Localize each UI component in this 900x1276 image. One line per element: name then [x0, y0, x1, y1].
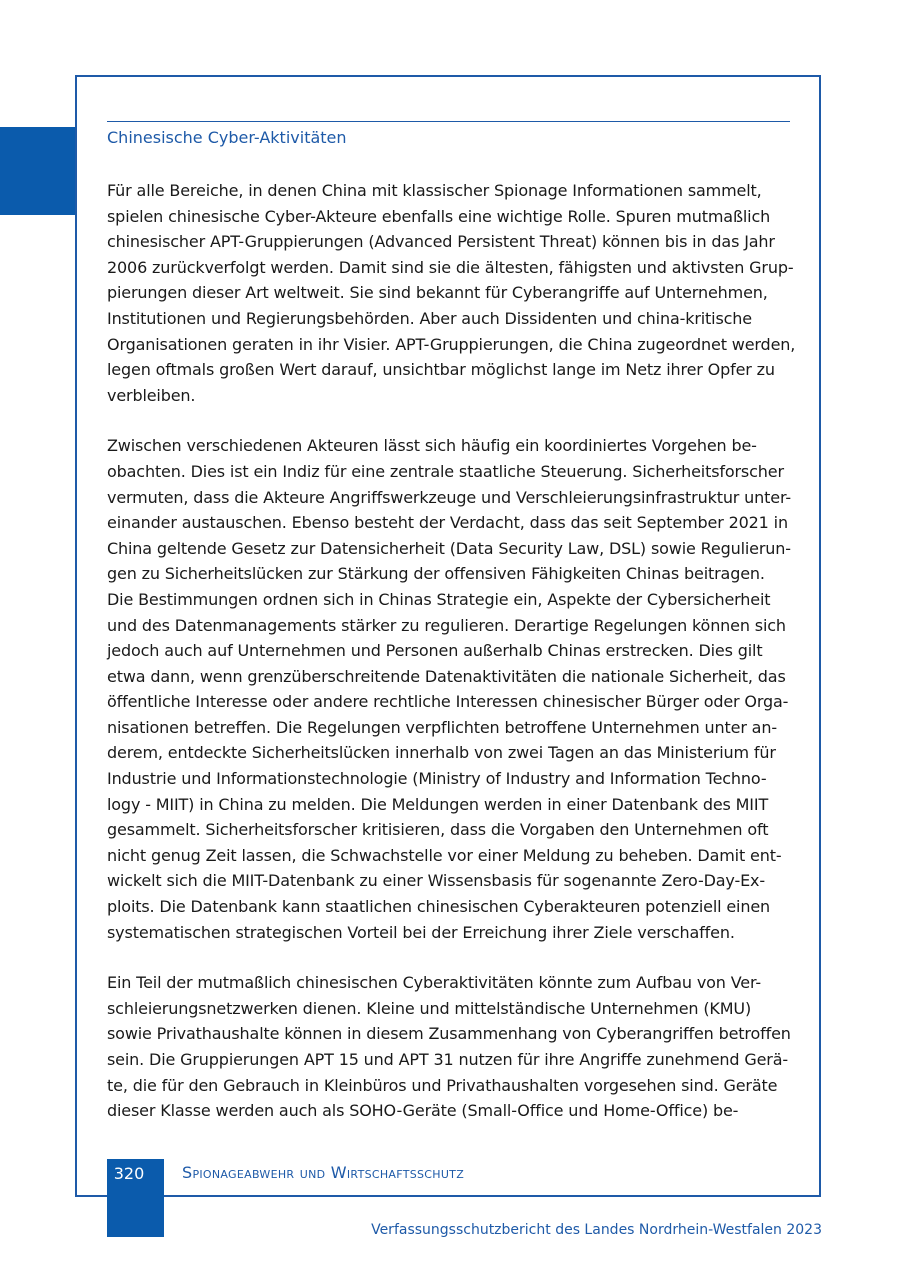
body-text — [107, 178, 797, 1149]
section-divider — [107, 121, 790, 122]
page-number: 320 — [113, 1164, 145, 1183]
paragraph: Zwischen verschiedenen Akteuren lässt sich häufig ein koordiniertes Vorgehen be- obachten. Dies ist ein Indiz für eine zentrale staatliche Steuerung. Sicherheitsforscher vermuten, dass die Akteure Angriffswerkzeuge und Verschleierungsinfrastruktur unter- einander austauschen. Ebenso besteht der Verdacht, dass das seit September 2021 in China geltende Gesetz zur Datensicherheit (Data Security Law, DSL) sowie Regulierun- gen zu Sicherheitslücken zur Stärkung der offensiven Fähigkeiten Chinas beitragen. Die Bestimmungen ordnen sich in Chinas Strategie ein, Aspekte der Cybersicherheit und des Datenmanagements stärker zu regulieren. Derartige Regelungen können sich jedoch auch auf Unternehmen und Personen außerhalb Chinas erstrecken. Dies gilt etwa dann, wenn grenzüberschreitende Datenaktivitäten die nationale Sicherheit, das öffentliche Interesse oder andere rechtliche Interessen chinesischer Bürger oder Orga- nisationen betreffen. Die Regelungen verpflichten betroffene Unternehmen unter an- derem, entdeckte Sicherheitslücken innerhalb von zwei Tagen an das Ministerium für Industrie und Informationstechnologie (Ministry of Industry and Information Techno- logy - MIIT) in China zu melden. Die Meldungen werden in einer Datenbank des MIIT gesammelt. Sicherheitsforscher kritisieren, dass die Vorgaben den Unternehmen oft nicht genug Zeit lassen, die Schwachstelle vor einer Meldung zu beheben. Damit ent- wickelt sich die MIIT-Datenbank zu einer Wissensbasis für sogenannte Zero-Day-Ex- ploits. Die Datenbank kann staatlichen chinesischen Cyberakteuren potenziell einen systematischen strategischen Vorteil bei der Erreichung ihrer Ziele verschaffen. — [107, 436, 792, 942]
chapter-side-tab — [0, 127, 76, 215]
paragraph: Ein Teil der mutmaßlich chinesischen Cyberaktivitäten könnte zum Aufbau von Ver- schleierungsnetzwerken dienen. Kleine und mittelständische Unternehmen (KMU) sowie Privathaushalte können in diesem Zusammenhang von Cyberangriffen betroffen sein. Die Gruppierungen APT 15 und APT 31 nutzen für ihre Angriffe zunehmend Gerä- te, die für den Gebrauch in Kleinbüros und Privathaushalten vorgesehen sind. Geräte dieser Klasse werden auch als SOHO-Geräte (Small-Office und Home-Office) be- — [107, 973, 791, 1121]
chapter-title: Spionageabwehr und Wirtschaftsschutz — [182, 1163, 465, 1182]
section-title: Chinesische Cyber-Aktivitäten — [107, 128, 347, 147]
paragraph: Für alle Bereiche, in denen China mit klassischer Spionage Informationen sammelt, spielen chinesische Cyber-Akteure ebenfalls eine wichtige Rolle. Spuren mutmaßlich chinesischer APT-Gruppierungen (Advanced Persistent Threat) können bis in das Jahr 2006 zurückverfolgt werden. Damit sind sie die ältesten, fähigsten und aktivsten Grup- pierungen dieser Art weltweit. Sie sind bekannt für Cyberangriffe auf Unternehmen, Institutionen und Regierungsbehörden. Aber auch Dissidenten und china-kritische Organisationen geraten in ihr Visier. APT-Gruppierungen, die China zugeordnet werden, legen oftmals großen Wert darauf, unsichtbar möglichst lange im Netz ihrer Opfer zu verbleiben. — [107, 181, 796, 405]
publication-footer: Verfassungsschutzbericht des Landes Nordrhein-Westfalen 2023 — [371, 1222, 822, 1238]
